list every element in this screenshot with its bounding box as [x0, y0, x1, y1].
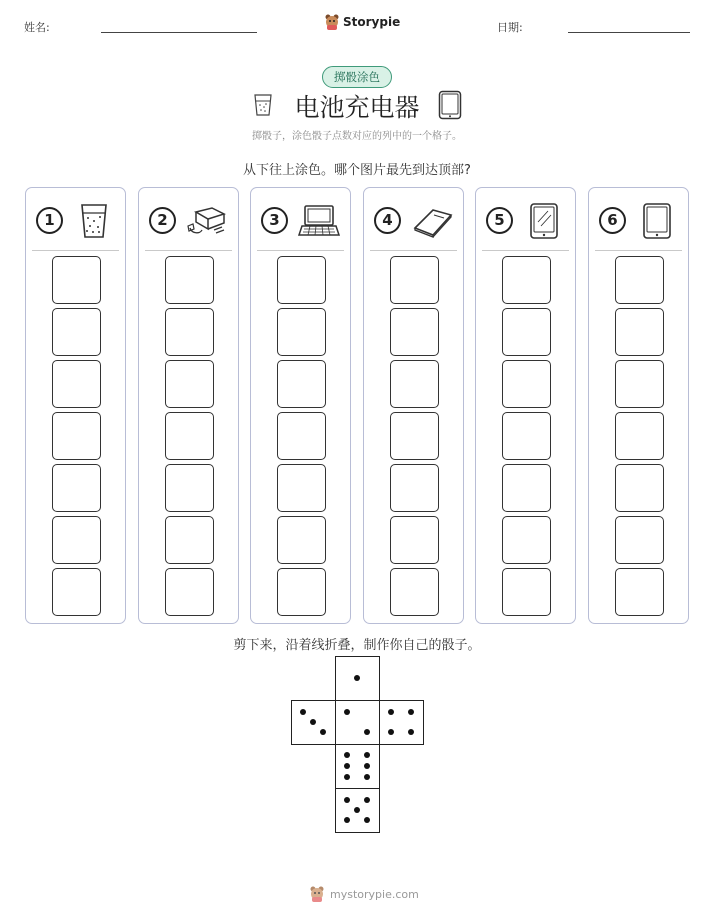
column-number: 2 [149, 207, 176, 234]
name-label: 姓名: [24, 21, 50, 34]
coloring-cell[interactable] [165, 256, 214, 304]
coloring-cell[interactable] [165, 360, 214, 408]
coloring-cell[interactable] [390, 360, 439, 408]
die-face-six [335, 744, 380, 789]
column-number: 5 [486, 207, 513, 234]
notebook-icon [411, 202, 453, 240]
storypie-logo [324, 13, 400, 31]
dice-column-6 [588, 187, 689, 624]
coloring-cell[interactable] [165, 308, 214, 356]
coloring-cell[interactable] [390, 516, 439, 564]
coloring-cell[interactable] [615, 308, 664, 356]
pip [388, 729, 394, 735]
pip [408, 709, 414, 715]
pip [344, 817, 350, 823]
dice-column-5 [475, 187, 576, 624]
coloring-cell[interactable] [390, 256, 439, 304]
coloring-cell[interactable] [52, 308, 101, 356]
dice-column-3 [250, 187, 351, 624]
coloring-cell[interactable] [502, 568, 551, 616]
footer [309, 885, 419, 903]
coloring-cell[interactable] [52, 360, 101, 408]
coloring-cell[interactable] [502, 412, 551, 460]
coloring-cell[interactable] [165, 412, 214, 460]
coloring-cell[interactable] [165, 464, 214, 512]
coloring-cell[interactable] [52, 568, 101, 616]
coloring-cell[interactable] [277, 360, 326, 408]
coloring-cell[interactable] [277, 568, 326, 616]
die-face-two [335, 700, 380, 745]
coloring-cell[interactable] [165, 516, 214, 564]
coloring-cell[interactable] [390, 568, 439, 616]
coloring-cell[interactable] [615, 464, 664, 512]
name-line[interactable] [101, 32, 257, 33]
subtitle: 掷骰子，涂色骰子点数对应的列中的一个格子。 [252, 131, 462, 142]
coloring-instruction: 从下往上涂色。哪个图片最先到达顶部? [243, 163, 471, 178]
die-face-one [335, 656, 380, 701]
coloring-cell[interactable] [52, 516, 101, 564]
coloring-cell[interactable] [52, 256, 101, 304]
laptop-icon [298, 202, 340, 240]
coloring-cell[interactable] [277, 308, 326, 356]
coloring-cell[interactable] [390, 308, 439, 356]
pip [354, 807, 360, 813]
coloring-cell[interactable] [502, 308, 551, 356]
column-divider [595, 250, 682, 251]
pip [344, 709, 350, 715]
die-face-three [291, 700, 336, 745]
dice-column-2 [138, 187, 239, 624]
column-number: 3 [261, 207, 288, 234]
coloring-cell[interactable] [277, 464, 326, 512]
coloring-cell[interactable] [277, 412, 326, 460]
coloring-cell[interactable] [390, 464, 439, 512]
column-divider [145, 250, 232, 251]
pip [300, 709, 306, 715]
column-number: 4 [374, 207, 401, 234]
pip [344, 774, 350, 780]
die-face-four [379, 700, 424, 745]
date-label: 日期: [497, 21, 523, 34]
date-line[interactable] [568, 32, 690, 33]
pip [344, 797, 350, 803]
coloring-cell[interactable] [615, 568, 664, 616]
column-divider [482, 250, 569, 251]
storypie-bear-icon [309, 885, 325, 903]
pip [388, 709, 394, 715]
cut-instruction: 剪下来，沿着线折叠，制作你自己的骰子。 [233, 638, 481, 653]
pip [344, 763, 350, 769]
pip [354, 675, 360, 681]
coloring-cell[interactable] [502, 360, 551, 408]
tablet-icon [636, 202, 678, 240]
pip [364, 729, 370, 735]
page-title: 电池充电器 [294, 93, 420, 122]
column-number: 6 [599, 207, 626, 234]
activity-badge: 掷骰涂色 [322, 66, 392, 88]
coloring-cell[interactable] [165, 568, 214, 616]
column-number: 1 [36, 207, 63, 234]
dice-column-1 [25, 187, 126, 624]
coloring-cell[interactable] [615, 256, 664, 304]
coloring-cell[interactable] [615, 360, 664, 408]
pip [320, 729, 326, 735]
column-divider [370, 250, 457, 251]
coloring-cell[interactable] [52, 412, 101, 460]
pip [364, 774, 370, 780]
pip [408, 729, 414, 735]
brand-name: Storypie [343, 15, 401, 29]
pip [310, 719, 316, 725]
footer-url[interactable]: mystorypie.com [330, 887, 419, 901]
tablet-icon [438, 90, 462, 120]
pip [364, 797, 370, 803]
tablet-angled-icon [523, 202, 565, 240]
coloring-cell[interactable] [52, 464, 101, 512]
coloring-cell[interactable] [390, 412, 439, 460]
coloring-cell[interactable] [615, 516, 664, 564]
coloring-cell[interactable] [277, 256, 326, 304]
glass-of-water-icon [73, 202, 115, 240]
pip [364, 817, 370, 823]
die-face-five [335, 788, 380, 833]
battery-charger-icon [186, 202, 228, 240]
coloring-cell[interactable] [502, 516, 551, 564]
pip [364, 752, 370, 758]
storypie-bear-icon [324, 13, 340, 31]
pip [344, 752, 350, 758]
coloring-cell[interactable] [502, 256, 551, 304]
pip [364, 763, 370, 769]
coloring-cell[interactable] [502, 464, 551, 512]
column-divider [32, 250, 119, 251]
column-divider [257, 250, 344, 251]
coloring-cell[interactable] [277, 516, 326, 564]
coloring-cell[interactable] [615, 412, 664, 460]
dice-column-4 [363, 187, 464, 624]
